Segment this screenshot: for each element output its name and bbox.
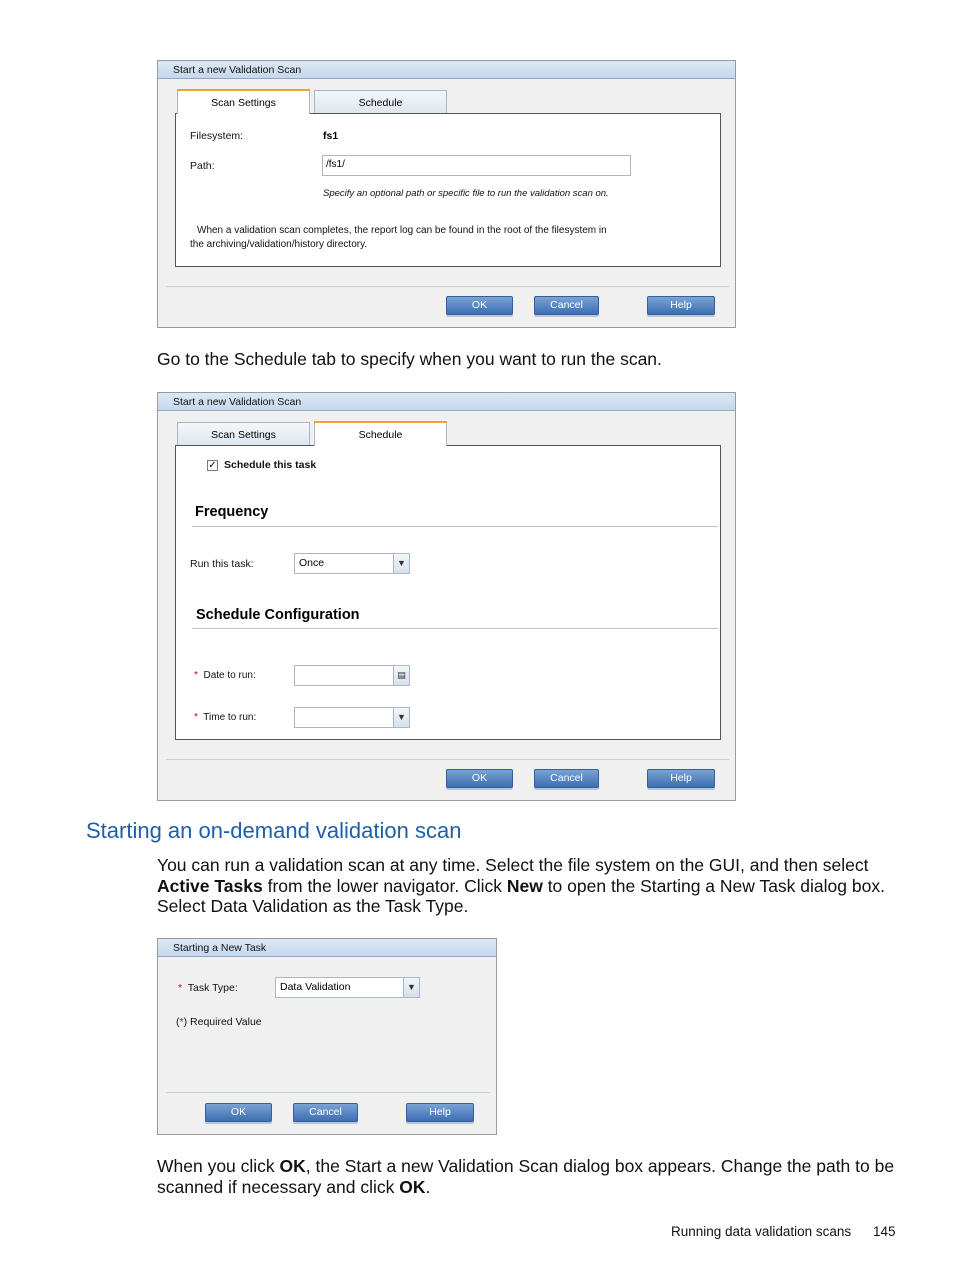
active-tasks-term: Active Tasks <box>157 875 263 896</box>
text: to open the Starting a New Task dialog box. Select Data Validation as the Task Type. <box>157 875 885 916</box>
time-select[interactable] <box>294 707 410 728</box>
footer-section: Running data validation scans <box>671 1224 852 1239</box>
validation-scan-dialog-schedule <box>157 392 736 801</box>
help-button[interactable]: Help <box>406 1103 474 1122</box>
ok-button[interactable]: OK <box>446 296 513 315</box>
calendar-icon[interactable]: ▤ <box>393 666 409 685</box>
cancel-button[interactable]: Cancel <box>534 769 599 788</box>
required-asterisk: * <box>194 712 198 723</box>
button-separator <box>166 1092 490 1093</box>
tab-schedule[interactable]: Schedule <box>314 90 447 114</box>
required-asterisk: * <box>194 670 198 681</box>
new-term: New <box>506 875 543 896</box>
tab-schedule[interactable]: Schedule <box>314 421 447 446</box>
path-label: Path: <box>190 160 215 172</box>
section-heading: Starting an on-demand validation scan <box>86 818 462 843</box>
ok-term: OK <box>399 1176 426 1197</box>
button-separator <box>166 759 729 760</box>
text: You can run a validation scan at any time. Select the file system on the GUI, and then select <box>157 855 869 875</box>
required-asterisk: * <box>179 1016 184 1028</box>
ok-term: OK <box>279 1156 306 1176</box>
tab-scan-settings[interactable]: Scan Settings <box>177 89 310 114</box>
validation-scan-dialog-settings <box>157 60 736 328</box>
task-type-value: Data Validation <box>280 981 351 993</box>
task-type-label <box>178 982 238 994</box>
report-note-line1: When a validation scan completes, the report log can be found in the root of the filesystem in <box>197 225 607 236</box>
time-label <box>194 712 256 723</box>
ok-button[interactable]: OK <box>205 1103 272 1122</box>
dialog-title: Start a new Validation Scan <box>158 393 735 411</box>
text: from the lower navigator. Click <box>262 875 507 896</box>
new-task-dialog <box>157 938 497 1135</box>
schedule-config-heading: Schedule Configuration <box>196 607 360 623</box>
text: , the Start a new Validation Scan dialog box appears. Change the path to be scanned if necessary and click <box>157 1156 895 1197</box>
filesystem-label: Filesystem: <box>190 130 244 142</box>
schedule-checkbox[interactable]: ✓ <box>208 460 217 471</box>
dialog-title: Start a new Validation Scan <box>158 61 735 79</box>
frequency-heading: Frequency <box>195 504 269 520</box>
tab-scan-settings[interactable]: Scan Settings <box>177 422 310 446</box>
text: . <box>425 1176 431 1197</box>
required-asterisk: * <box>178 982 183 994</box>
cancel-button[interactable]: Cancel <box>293 1103 358 1122</box>
frequency-divider <box>192 526 718 527</box>
ok-button[interactable]: OK <box>446 769 513 788</box>
dialog-title: Starting a New Task <box>158 939 496 957</box>
task-type-label-text: Task Type: <box>187 982 238 994</box>
page-number: 145 <box>873 1224 896 1239</box>
path-input[interactable]: /fs1/ <box>322 155 631 176</box>
date-input[interactable] <box>294 665 410 686</box>
schedule-checkbox-label: Schedule this task <box>224 459 317 471</box>
cancel-button[interactable]: Cancel <box>534 296 599 315</box>
date-label-text: Date to run: <box>203 670 256 681</box>
after-ok-paragraph <box>157 1156 902 1197</box>
chevron-down-icon[interactable]: ▼ <box>393 554 409 573</box>
help-button[interactable]: Help <box>647 769 715 788</box>
time-label-text: Time to run: <box>203 712 257 723</box>
run-task-select[interactable] <box>294 553 410 574</box>
on-demand-paragraph <box>157 855 902 917</box>
text: When you click <box>157 1156 280 1176</box>
filesystem-value: fs1 <box>323 130 339 142</box>
run-task-label: Run this task: <box>190 558 254 570</box>
button-separator <box>166 286 729 287</box>
task-type-select[interactable] <box>275 977 420 998</box>
schedule-panel <box>175 445 721 740</box>
schedule-config-divider <box>192 628 718 629</box>
schedule-instruction: Go to the Schedule tab to specify when you want to run the scan. <box>157 349 662 369</box>
required-note-text: Required Value <box>190 1016 262 1028</box>
settings-panel <box>175 113 721 267</box>
chevron-down-icon[interactable]: ▼ <box>393 708 409 727</box>
path-hint: Specify an optional path or specific file to run the validation scan on. <box>323 188 609 199</box>
help-button[interactable]: Help <box>647 296 715 315</box>
required-note: (*) Required Value <box>176 1016 262 1028</box>
run-task-value: Once <box>299 557 325 569</box>
date-label <box>194 670 256 681</box>
report-note-line2: the archiving/validation/history directory. <box>190 239 368 250</box>
chevron-down-icon[interactable]: ▼ <box>403 978 419 997</box>
